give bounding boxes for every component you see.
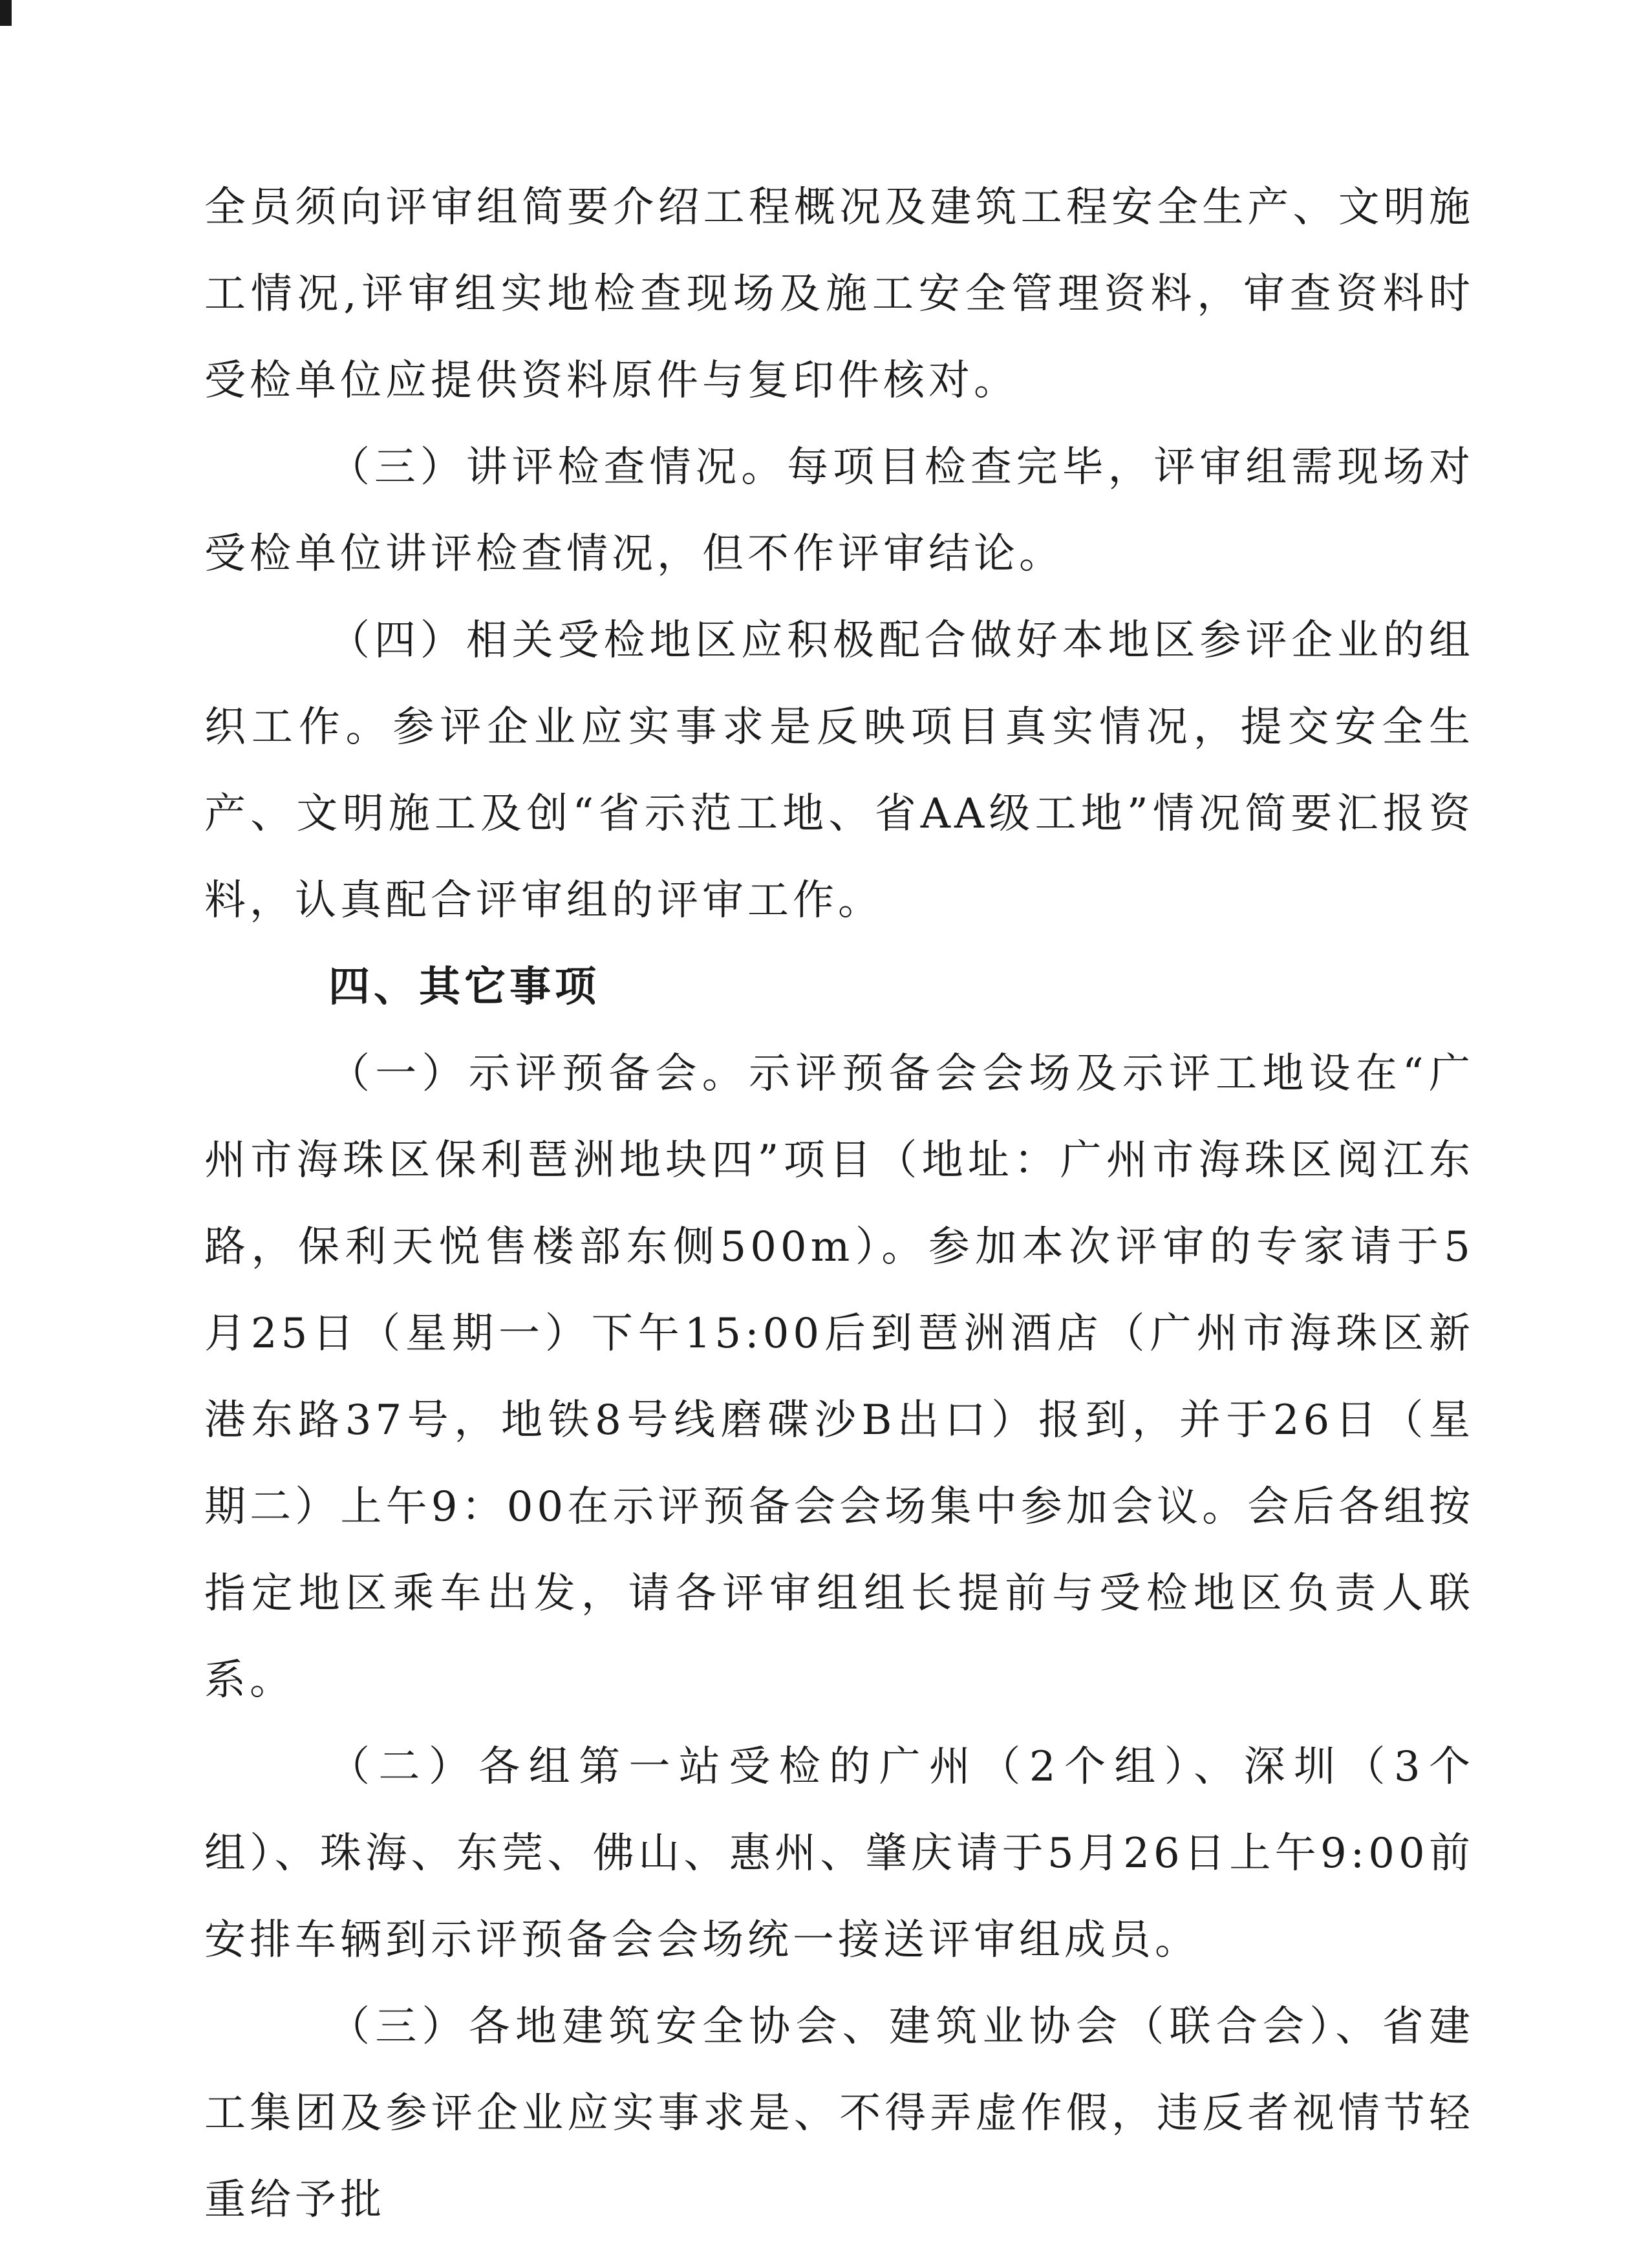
- paragraph-preparatory-meeting: （一）示评预备会。示评预备会会场及示评工地设在“广州市海珠区保利琶洲地块四”项目（地址：广州市海珠区阅江东路，保利天悦售楼部东侧500m）。参加本次评审的专家请于5月25日（星期一）下午15:00后到琶洲酒店（广州市海珠区新港东路37号，地铁8号线磨碟沙B出口）报到，并于26日（星期二）上午9：00在示评预备会会场集中参加会议。会后各组按指定地区乘车出发，请各评审组组长提前与受检地区负责人联系。: [204, 1050, 1474, 1704]
- paragraph-integrity-requirement: （三）各地建筑安全协会、建筑业协会（联合会）、省建工集团及参评企业应实事求是、不得弄虚作假，违反者视情节轻重给予批: [204, 2003, 1474, 2224]
- paragraph-region-cooperation: （四）相关受检地区应积极配合做好本地区参评企业的组织工作。参评企业应实事求是反映项目真实情况，提交安全生产、文明施工及创“省示范工地、省AA级工地”情况简要汇报资料，认真配合评审组的评审工作。: [204, 617, 1474, 925]
- paragraph-review-feedback: （三）讲评检查情况。每项目检查完毕，评审组需现场对受检单位讲评检查情况，但不作评审结论。: [204, 444, 1474, 578]
- section-heading-other-matters: 四、其它事项: [328, 963, 600, 1011]
- paragraph-vehicle-arrangement: （二）各组第一站受检的广州（2个组）、深圳（3个组）、珠海、东莞、佛山、惠州、肇庆请于5月26日上午9:00前安排车辆到示评预备会会场统一接送评审组成员。: [204, 1743, 1474, 1964]
- scan-edge-mark: [0, 0, 12, 26]
- paragraph-site-check: 全员须向评审组简要介绍工程概况及建筑工程安全生产、文明施工情况,评审组实地检查现场及施工安全管理资料，审查资料时受检单位应提供资料原件与复印件核对。: [204, 184, 1474, 405]
- document-page: [204, 164, 1474, 2243]
